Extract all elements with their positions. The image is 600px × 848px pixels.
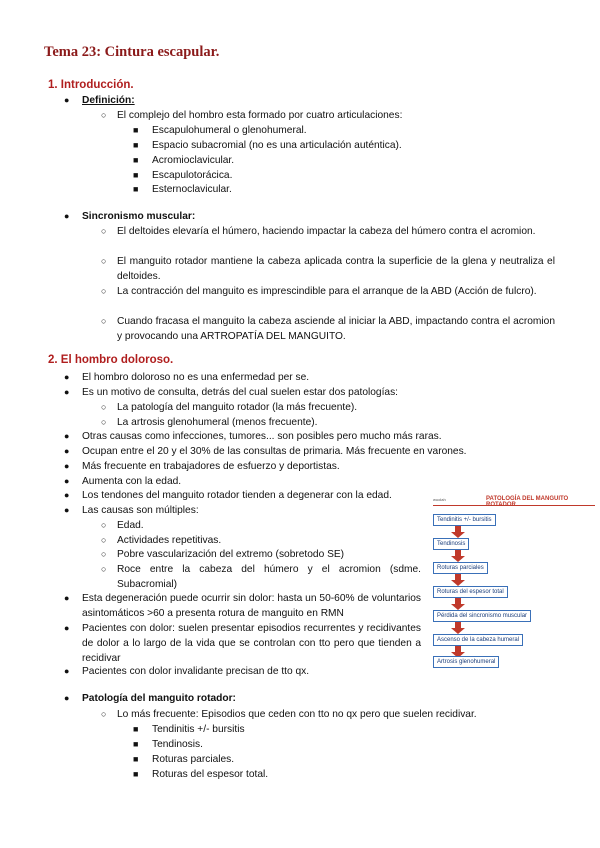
square-bullet-icon: ■ [133,754,139,764]
square-bullet-icon: ■ [133,125,139,135]
bullet-icon: ● [64,476,70,486]
joint-item: Escapulotorácica. [152,170,233,181]
square-bullet-icon: ■ [133,769,139,779]
flow-step: Roturas parciales [433,562,488,574]
bullet-icon: ● [64,623,70,633]
joint-item: Esternoclavicular. [152,184,232,195]
painful-shoulder-point: Ocupan entre el 20 y el 30% de las consultas de primaria. Más frecuente en varones. [82,446,467,457]
cause-item: Roce entre la cabeza del húmero y el acromion (sdme. Subacromial) [117,564,421,590]
painful-shoulder-point: Pacientes con dolor: suelen presentar episodios recurrentes y recidivantes de dolor a lo largo de la vida que se controlan con tto pero que tienden a recidivar [82,623,421,664]
flow-step: Tendinosis [433,538,469,550]
painful-shoulder-point: El hombro doloroso no es una enfermedad per se. [82,372,310,383]
joint-item: Acromioclavicular. [152,155,235,166]
painful-shoulder-point: Esta degeneración puede ocurrir sin dolor: hasta un 50-60% de voluntarios asintomáticos >60 a presenta rotura de manguito en RMN [82,593,421,619]
bullet-icon: ● [64,593,70,603]
definition-intro: El complejo del hombro esta formado por cuatro articulaciones: [117,110,403,121]
square-bullet-icon: ■ [133,155,139,165]
painful-shoulder-point: Las causas son múltiples: [82,505,199,516]
flow-step: Ascenso de la cabeza humeral [433,634,523,646]
rotator-cuff-item: Roturas parciales. [152,754,235,765]
bullet-icon: ● [64,372,70,382]
pathology-item: La artrosis glenohumeral (menos frecuente). [117,417,318,428]
diagram-title: PATOLOGÍA DEL MANGUITO [486,496,569,502]
rotator-cuff-intro: Lo más frecuente: Episodios que ceden con tto no qx pero que suelen recidivar. [117,709,477,720]
sync-item: El manguito rotador mantiene la cabeza aplicada contra la superficie de la glena y neutraliza el deltoides. [117,256,555,282]
painful-shoulder-point: Otras causas como infecciones, tumores... son posibles pero mucho más raras. [82,431,442,442]
painful-shoulder-point: Aumenta con la edad. [82,476,182,487]
rotator-cuff-flow-diagram [428,490,598,660]
rotator-cuff-item: Tendinitis +/- bursitis [152,724,245,735]
bullet-icon: ● [64,387,70,397]
joint-item: Escapulohumeral o glenohumeral. [152,125,307,136]
sync-item: La contracción del manguito es imprescindible para el arranque de la ABD (Acción de fulcro). [117,286,537,297]
sync-item: El deltoides elevaría el húmero, haciendo impactar la cabeza del húmero contra el acromion. [117,226,536,237]
rotator-cuff-item: Tendinosis. [152,739,203,750]
flow-step: Roturas del espesor total [433,586,508,598]
bullet-icon: ● [64,505,70,515]
sync-label: Sincronismo muscular: [82,211,196,222]
square-bullet-icon: ■ [133,724,139,734]
bullet-icon: ● [64,211,70,221]
section-2-heading: 2. El hombro doloroso. [48,354,174,366]
painful-shoulder-point: Los tendones del manguito rotador tienden a degenerar con la edad. [82,490,392,501]
joint-item: Espacio subacromial (no es una articulación auténtica). [152,140,402,151]
cause-item: Edad. [117,520,144,531]
definition-label: Definición: [82,95,135,106]
circle-bullet-icon: ○ [101,256,107,266]
bullet-icon: ● [64,461,70,471]
bullet-icon: ● [64,666,70,676]
sync-item: Cuando fracasa el manguito la cabeza asciende al iniciar la ABD, impactando contra el acromion y provocando una ARTROPATÍA DEL MANGUITO. [117,316,555,342]
square-bullet-icon: ■ [133,739,139,749]
diagram-logo-text: wuolah [433,497,446,502]
rotator-cuff-item: Roturas del espesor total. [152,769,269,780]
rotator-cuff-label: Patología del manguito rotador: [82,693,236,704]
circle-bullet-icon: ○ [101,535,107,545]
flow-step: Tendinitis +/- bursitis [433,514,496,526]
bullet-icon: ● [64,431,70,441]
circle-bullet-icon: ○ [101,316,107,326]
circle-bullet-icon: ○ [101,110,107,120]
circle-bullet-icon: ○ [101,549,107,559]
painful-shoulder-point: Pacientes con dolor invalidante precisan de tto qx. [82,666,310,677]
pathology-item: La patología del manguito rotador (la más frecuente). [117,402,358,413]
cause-item: Actividades repetitivas. [117,535,222,546]
circle-bullet-icon: ○ [101,709,107,719]
bullet-icon: ● [64,490,70,500]
painful-shoulder-point: Más frecuente en trabajadores de esfuerzo y deportistas. [82,461,340,472]
painful-shoulder-point: Es un motivo de consulta, detrás del cual suelen estar dos patologías: [82,387,399,398]
cause-item: Pobre vascularización del extremo (sobretodo SE) [117,549,345,560]
bullet-icon: ● [64,95,70,105]
flow-step: Artrosis glenohumeral [433,656,499,668]
diagram-title-rule [433,505,595,506]
circle-bullet-icon: ○ [101,226,107,236]
circle-bullet-icon: ○ [101,564,107,574]
circle-bullet-icon: ○ [101,520,107,530]
circle-bullet-icon: ○ [101,402,107,412]
square-bullet-icon: ■ [133,184,139,194]
circle-bullet-icon: ○ [101,417,107,427]
bullet-icon: ● [64,693,70,703]
page-title: Tema 23: Cintura escapular. [44,44,220,60]
square-bullet-icon: ■ [133,140,139,150]
flow-step: Pérdida del sincronismo muscular [433,610,531,622]
square-bullet-icon: ■ [133,170,139,180]
bullet-icon: ● [64,446,70,456]
section-1-heading: 1. Introducción. [48,79,134,91]
circle-bullet-icon: ○ [101,286,107,296]
